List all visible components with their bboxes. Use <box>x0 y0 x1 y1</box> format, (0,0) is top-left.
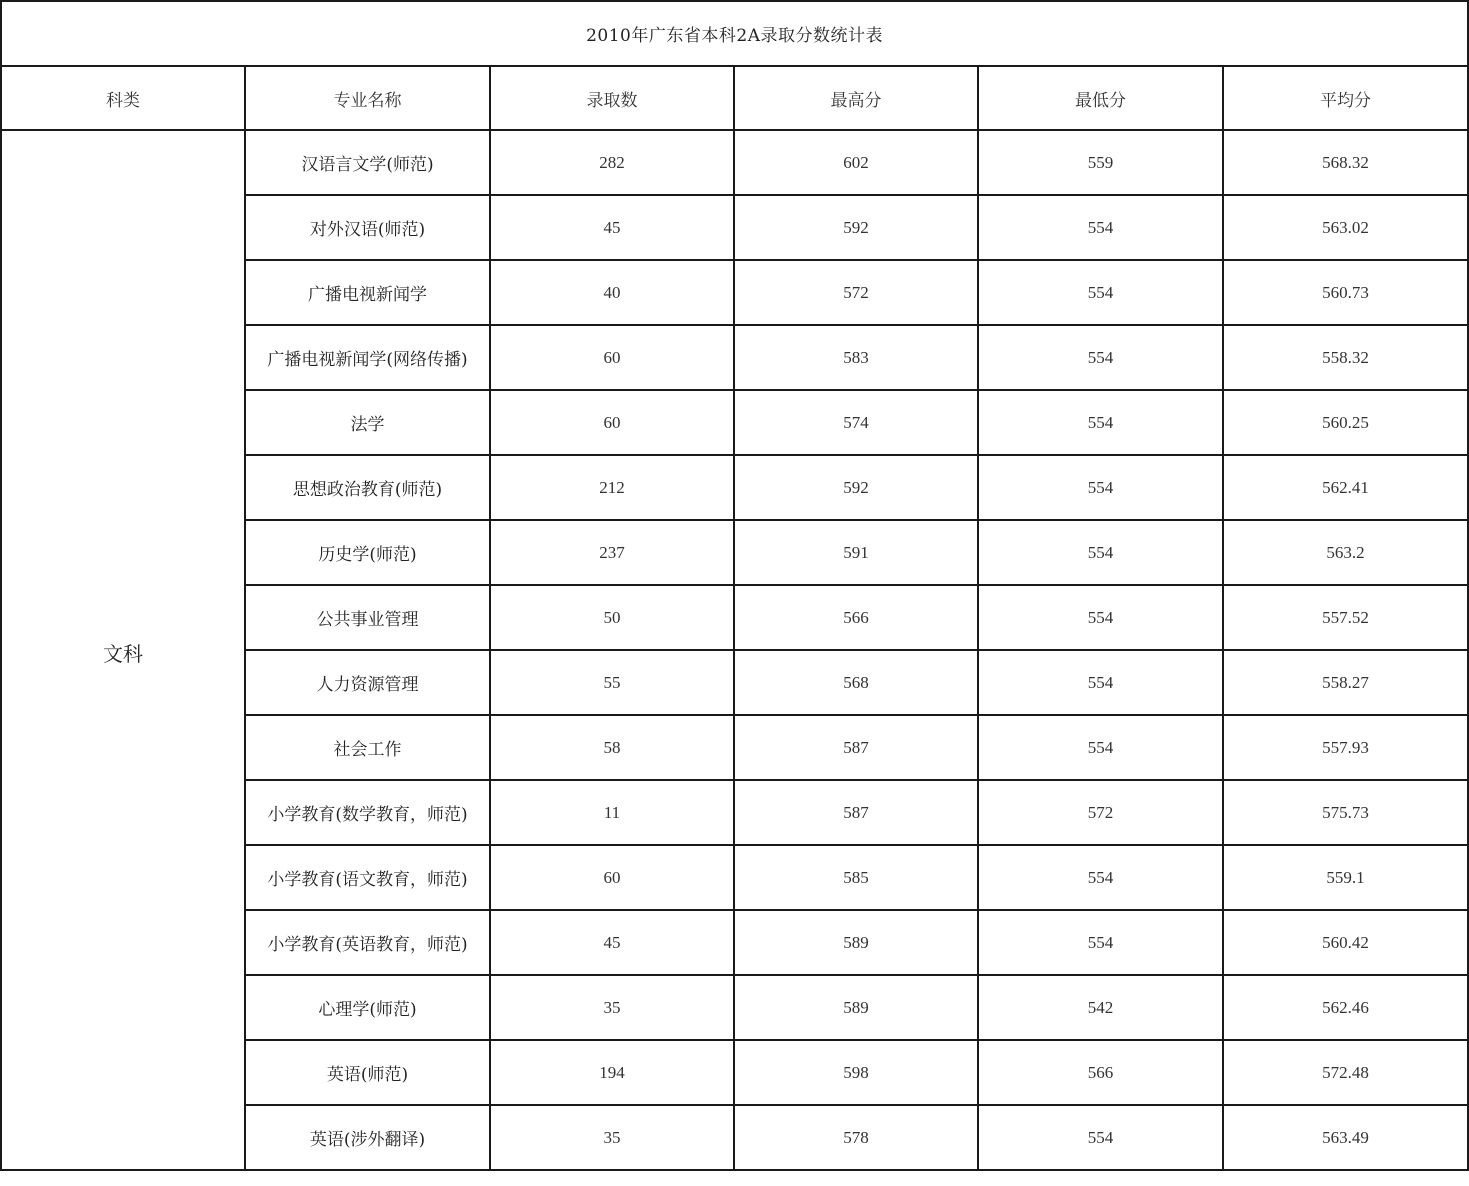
major-name-cell: 汉语言文学(师范) <box>245 130 490 195</box>
major-name-cell: 公共事业管理 <box>245 585 490 650</box>
min-score-cell: 554 <box>978 455 1223 520</box>
max-score-cell: 574 <box>734 390 978 455</box>
max-score-cell: 587 <box>734 715 978 780</box>
min-score-cell: 559 <box>978 130 1223 195</box>
max-score-cell: 585 <box>734 845 978 910</box>
max-score-cell: 598 <box>734 1040 978 1105</box>
major-name-cell: 社会工作 <box>245 715 490 780</box>
avg-score-cell: 560.25 <box>1223 390 1468 455</box>
max-score-cell: 589 <box>734 975 978 1040</box>
max-score-cell: 592 <box>734 455 978 520</box>
admitted-count-cell: 194 <box>490 1040 734 1105</box>
min-score-cell: 554 <box>978 390 1223 455</box>
major-name-cell: 广播电视新闻学(网络传播) <box>245 325 490 390</box>
admitted-count-cell: 60 <box>490 845 734 910</box>
major-name-cell: 法学 <box>245 390 490 455</box>
admitted-count-cell: 11 <box>490 780 734 845</box>
header-min-score: 最低分 <box>978 66 1223 130</box>
admitted-count-cell: 50 <box>490 585 734 650</box>
header-major: 专业名称 <box>245 66 490 130</box>
table-row <box>1 130 1468 195</box>
major-name-cell: 对外汉语(师范) <box>245 195 490 260</box>
avg-score-cell: 557.52 <box>1223 585 1468 650</box>
admitted-count-cell: 237 <box>490 520 734 585</box>
category-label: 文科 <box>103 641 143 666</box>
admitted-count-cell: 212 <box>490 455 734 520</box>
admitted-count-cell: 45 <box>490 195 734 260</box>
avg-score-cell: 562.46 <box>1223 975 1468 1040</box>
admitted-count-cell: 55 <box>490 650 734 715</box>
table-title: 2010年广东省本科2A录取分数统计表 <box>1 1 1468 66</box>
avg-score-cell: 563.2 <box>1223 520 1468 585</box>
avg-score-cell: 563.02 <box>1223 195 1468 260</box>
min-score-cell: 572 <box>978 780 1223 845</box>
min-score-cell: 554 <box>978 715 1223 780</box>
admitted-count-cell: 60 <box>490 390 734 455</box>
admitted-count-cell: 45 <box>490 910 734 975</box>
major-name-cell: 广播电视新闻学 <box>245 260 490 325</box>
category-cell <box>1 130 245 1170</box>
min-score-cell: 554 <box>978 845 1223 910</box>
major-name-cell: 小学教育(语文教育，师范) <box>245 845 490 910</box>
title-row <box>1 1 1468 66</box>
major-name-cell: 小学教育(英语教育，师范) <box>245 910 490 975</box>
major-name-cell: 思想政治教育(师范) <box>245 455 490 520</box>
min-score-cell: 554 <box>978 650 1223 715</box>
header-admitted: 录取数 <box>490 66 734 130</box>
avg-score-cell: 572.48 <box>1223 1040 1468 1105</box>
admitted-count-cell: 282 <box>490 130 734 195</box>
header-category: 科类 <box>1 66 245 130</box>
max-score-cell: 578 <box>734 1105 978 1170</box>
min-score-cell: 554 <box>978 195 1223 260</box>
max-score-cell: 591 <box>734 520 978 585</box>
max-score-cell: 568 <box>734 650 978 715</box>
avg-score-cell: 558.32 <box>1223 325 1468 390</box>
avg-score-cell: 558.27 <box>1223 650 1468 715</box>
major-name-cell: 心理学(师范) <box>245 975 490 1040</box>
max-score-cell: 602 <box>734 130 978 195</box>
header-max-score: 最高分 <box>734 66 978 130</box>
avg-score-cell: 557.93 <box>1223 715 1468 780</box>
min-score-cell: 554 <box>978 520 1223 585</box>
avg-score-cell: 562.41 <box>1223 455 1468 520</box>
min-score-cell: 554 <box>978 260 1223 325</box>
major-name-cell: 人力资源管理 <box>245 650 490 715</box>
avg-score-cell: 575.73 <box>1223 780 1468 845</box>
admitted-count-cell: 60 <box>490 325 734 390</box>
avg-score-cell: 560.42 <box>1223 910 1468 975</box>
max-score-cell: 592 <box>734 195 978 260</box>
header-avg-score: 平均分 <box>1223 66 1468 130</box>
major-name-cell: 历史学(师范) <box>245 520 490 585</box>
min-score-cell: 554 <box>978 1105 1223 1170</box>
major-name-cell: 英语(师范) <box>245 1040 490 1105</box>
avg-score-cell: 560.73 <box>1223 260 1468 325</box>
max-score-cell: 587 <box>734 780 978 845</box>
avg-score-cell: 563.49 <box>1223 1105 1468 1170</box>
header-row <box>1 66 1468 130</box>
avg-score-cell: 568.32 <box>1223 130 1468 195</box>
major-name-cell: 英语(涉外翻译) <box>245 1105 490 1170</box>
max-score-cell: 572 <box>734 260 978 325</box>
min-score-cell: 542 <box>978 975 1223 1040</box>
min-score-cell: 554 <box>978 910 1223 975</box>
admitted-count-cell: 35 <box>490 975 734 1040</box>
admitted-count-cell: 58 <box>490 715 734 780</box>
max-score-cell: 566 <box>734 585 978 650</box>
avg-score-cell: 559.1 <box>1223 845 1468 910</box>
admitted-count-cell: 40 <box>490 260 734 325</box>
max-score-cell: 589 <box>734 910 978 975</box>
min-score-cell: 554 <box>978 325 1223 390</box>
min-score-cell: 554 <box>978 585 1223 650</box>
major-name-cell: 小学教育(数学教育，师范) <box>245 780 490 845</box>
max-score-cell: 583 <box>734 325 978 390</box>
admitted-count-cell: 35 <box>490 1105 734 1170</box>
min-score-cell: 566 <box>978 1040 1223 1105</box>
